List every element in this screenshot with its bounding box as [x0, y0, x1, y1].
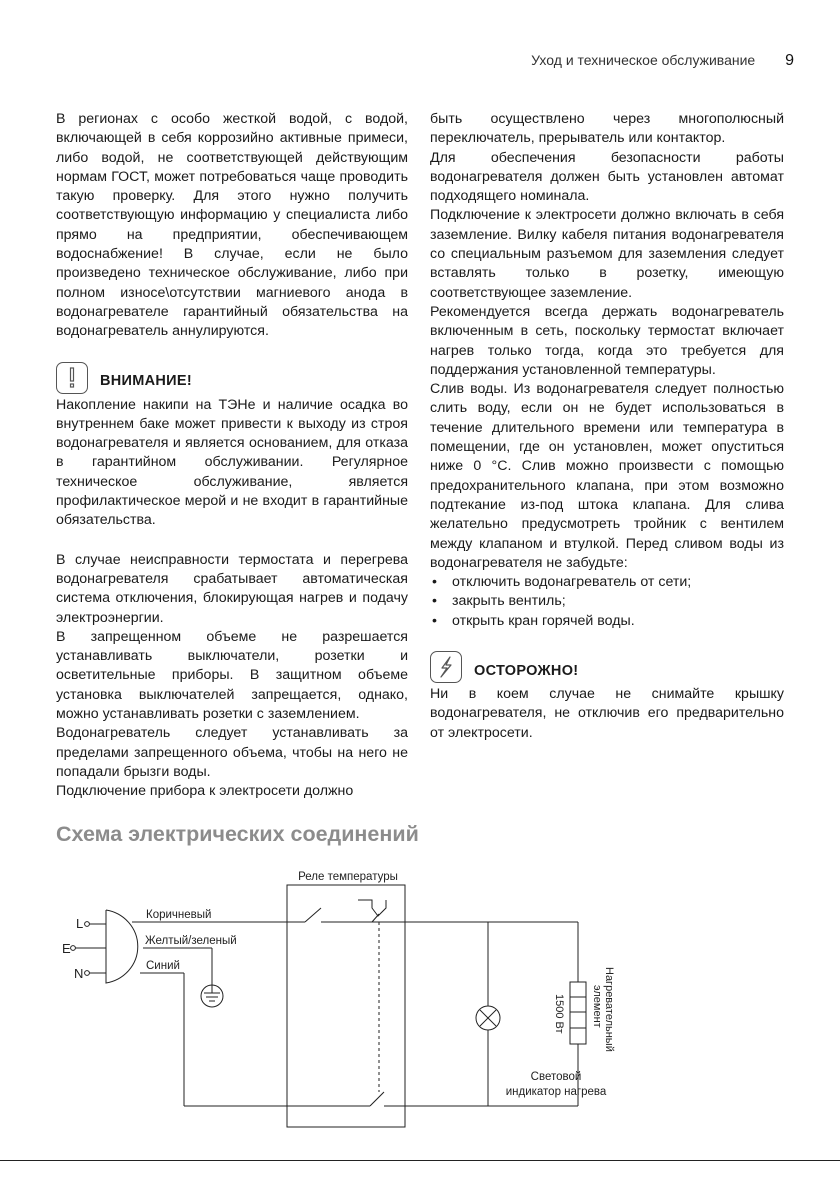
checklist [430, 573, 784, 631]
terminal-l [85, 922, 90, 927]
paragraph: Слив воды. Из водонагревателя следует полностью слить воду, если он не будет использоваться в течение длительного времени или температура в помещении, где он установлен, может опуститься ниже 0 °C. Слив можно произвести с помощью предохранительного клапана, при этом возможно подтекание из-под штока клапана. Для слива желательно предусмотреть тройник с вентилем между клапаном и втулкой. Перед сливом воды из водонагревателя не забудьте: [430, 381, 784, 571]
left-column [56, 110, 408, 802]
relay-box [287, 885, 405, 1127]
page-header [531, 52, 794, 70]
paragraph: Подключение к электросети должно включать в себя заземление. Вилку кабеля питания водонагревателя со специальным разъемом для заземления следует вставлять только в розетку, имеющую соответствующее заземление. [430, 207, 784, 301]
terminal-e-label: E [62, 941, 71, 956]
paragraph: Ни в коем случае не снимайте крышку водонагревателя, не отключив его предварительно от электросети. [430, 686, 784, 741]
caution-title: ОСТОРОЖНО! [474, 662, 579, 679]
footer-rule [0, 1160, 840, 1161]
lightning-icon [430, 651, 462, 683]
wire-brown-label: Коричневый [146, 909, 212, 921]
right-column [430, 110, 784, 743]
terminal-e [71, 946, 76, 951]
caution-notice [430, 651, 784, 683]
paragraph: В случае неисправности термостата и перегрева водонагревателя срабатывает автоматическая система отключения, блокирующая нагрев и подачу электроэнергии. [56, 551, 408, 626]
ground-icon [201, 985, 223, 1007]
paragraph: Для обеспечения безопасности работы водонагревателя должен быть установлен автомат подходящего номинала. [430, 149, 784, 205]
terminal-l-label: L [76, 916, 84, 931]
paragraph: В запрещенном объеме не разрешается устанавливать выключатели, розетки и осветительные приборы. В защитном объеме установка выключателей запрещается, однако, можно устанавливать розетки с заземлением. [56, 628, 408, 723]
paragraph: В регионах с особо жесткой водой, с водой, включающей в себя коррозийно активные примеси, либо водой, не соответствующей действующим нормам ГОСТ, может потребоваться чаще проводить такую проверку. Для этого нужно получить соответствующую информацию у специалиста либо прямо на предприятии, обеспечивающем водоснабжение! В случае, если не было произведено техническое обслуживание, либо при полном износе\отсутствии магниевого анода в водонагревателе гарантийный обязательства на водонагреватель аннулируются. [56, 111, 408, 340]
section-title: Схема электрических соединений [56, 822, 419, 846]
plug-icon [106, 910, 138, 983]
lamp-icon [476, 1006, 500, 1030]
list-item: • открыть кран горячей воды. [430, 612, 784, 631]
element-power-label: 1500 Вт [553, 994, 565, 1034]
paragraph: Накопление накипи на ТЭНе и наличие осадка во внутреннем баке может привести к выходу из строя водонагревателя и является основанием, для отказа в гарантийном обслуживании. Регулярное техническое обслуживание, является профилактическое мерой и не входит в гарантийные обязательства. [56, 396, 408, 529]
wire-yellow-green-label: Желтый/зеленый [145, 935, 237, 947]
indicator-label-line2: индикатор нагрева [505, 1086, 607, 1098]
element-label-line1: Нагревательный [603, 967, 615, 1052]
wire-blue-label: Синий [146, 960, 180, 972]
exclamation-icon [56, 362, 88, 394]
paragraph: Водонагреватель следует устанавливать за пределами запрещенного объема, чтобы на него не попадали брызги воды. [56, 725, 408, 780]
attention-notice [56, 362, 408, 394]
terminal-n [85, 971, 90, 976]
paragraph: быть осуществлено через многополюсный переключатель, прерыватель или контактор. [430, 111, 784, 147]
list-item: • закрыть вентиль; [430, 592, 784, 611]
heating-element [570, 982, 586, 1044]
paragraph: Подключение прибора к электросети должно [56, 783, 354, 800]
paragraph: Рекомендуется всегда держать водонагреватель включенным в сеть, поскольку термостат включает нагрев только тогда, когда это требуется для поддержания установленной температуры. [430, 303, 784, 378]
attention-title: ВНИМАНИЕ! [100, 373, 193, 390]
list-item: • отключить водонагреватель от сети; [430, 573, 784, 592]
relay-label: Реле температуры [298, 871, 398, 883]
wiring-diagram [0, 860, 840, 1140]
terminal-n-label: N [74, 966, 84, 981]
page-number: 9 [785, 52, 794, 69]
element-label-line2: элемент [591, 985, 603, 1028]
header-section-title: Уход и техническое обслуживание [531, 52, 756, 68]
indicator-label-line1: Световой [530, 1071, 582, 1083]
